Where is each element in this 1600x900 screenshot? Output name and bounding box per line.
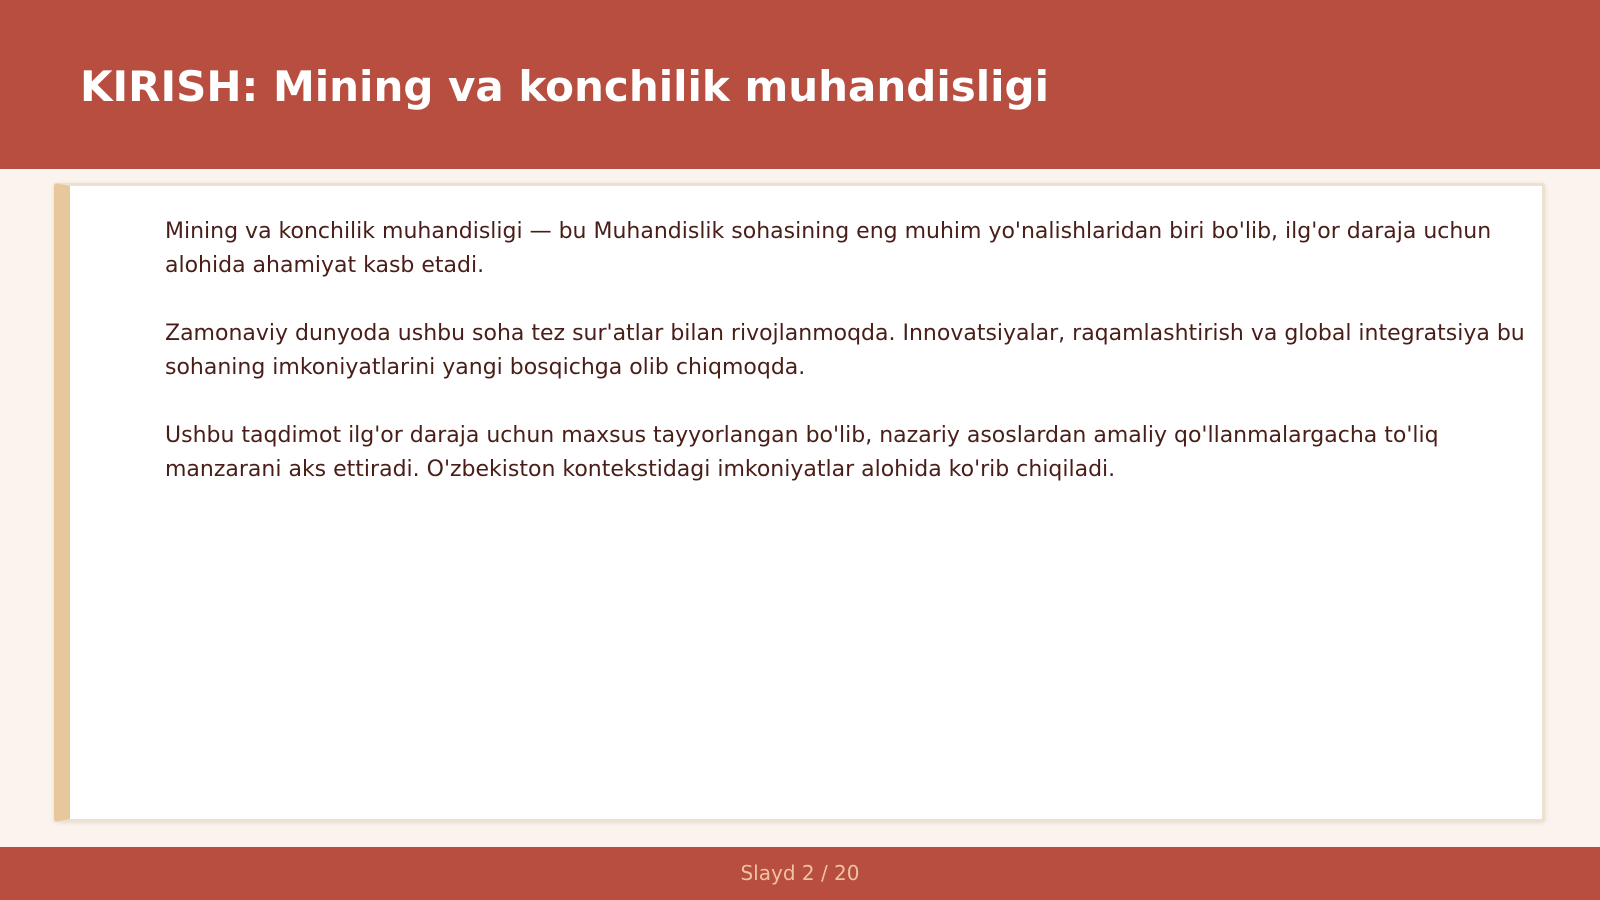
slide-title: KIRISH: Mining va konchilik muhandisligi bbox=[80, 62, 1049, 111]
paragraph-modern-world: Zamonaviy dunyoda ushbu soha tez sur'atlar bilan rivojlanmoqda. Innovatsiyalar, raqamlashtirish va global integratsiya bu sohaning imkoniyatlarini yangi bosqichga olib chiqmoqda. bbox=[165, 321, 1525, 380]
content-card bbox=[54, 183, 1545, 822]
slide-counter: Slayd 2 / 20 bbox=[740, 861, 860, 885]
content-body bbox=[165, 215, 1535, 521]
slide-footer bbox=[0, 847, 1600, 900]
slide-header bbox=[0, 0, 1600, 169]
paragraph-intro: Mining va konchilik muhandisligi — bu Muhandislik sohasining eng muhim yo'nalishlaridan biri bo'lib, ilg'or daraja uchun alohida ahamiyat kasb etadi. bbox=[165, 219, 1492, 278]
paragraph-presentation-scope: Ushbu taqdimot ilg'or daraja uchun maxsus tayyorlangan bo'lib, nazariy asoslardan amaliy qo'llanmalargacha to'liq manzarani aks ettiradi. O'zbekiston kontekstidagi imkoniyatlar alohida ko'rib chiqiladi. bbox=[165, 423, 1439, 482]
